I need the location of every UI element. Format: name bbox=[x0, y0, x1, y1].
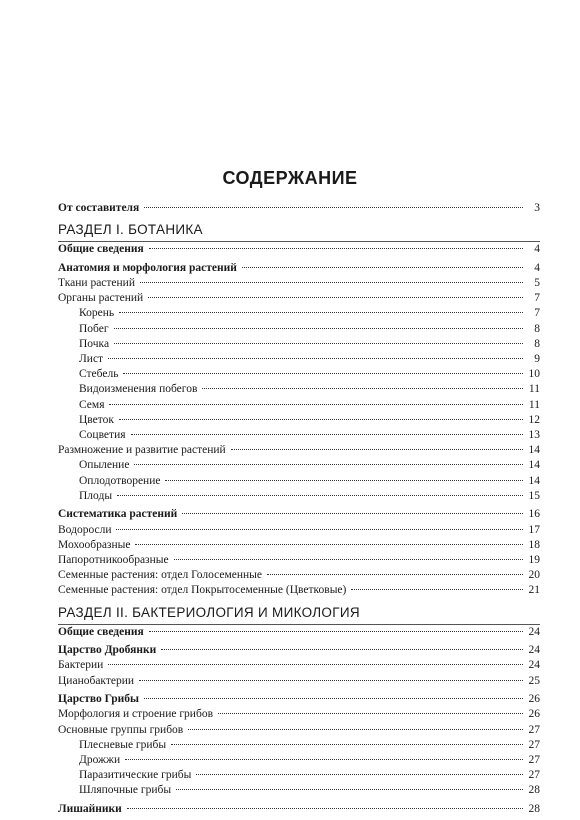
toc-entry-page-number: 14 bbox=[528, 444, 540, 457]
toc-entry[interactable] bbox=[58, 428, 540, 443]
toc-entry-page-number: 21 bbox=[528, 584, 540, 597]
toc-entry[interactable] bbox=[58, 382, 540, 397]
toc-entry-page-number: 15 bbox=[528, 489, 540, 502]
dot-leader bbox=[174, 558, 523, 560]
toc-entry-label: Мохообразные bbox=[58, 538, 131, 551]
toc-entry[interactable] bbox=[58, 367, 540, 382]
dot-leader bbox=[148, 296, 523, 298]
toc-entry-page-number: 28 bbox=[528, 803, 540, 816]
toc-entry[interactable] bbox=[58, 802, 540, 817]
toc-entry[interactable] bbox=[58, 242, 540, 257]
toc-entry[interactable] bbox=[58, 583, 540, 598]
dot-leader bbox=[119, 418, 523, 420]
toc-entry-page-number: 4 bbox=[534, 261, 540, 274]
dot-leader bbox=[144, 206, 523, 208]
dot-leader bbox=[149, 630, 523, 632]
toc-entry-label: Соцветия bbox=[79, 428, 126, 441]
toc-entry-page-number: 24 bbox=[528, 625, 540, 638]
toc-entry-label: Плоды bbox=[79, 489, 113, 502]
table-of-contents bbox=[58, 201, 540, 817]
toc-entry-label: Органы растений bbox=[58, 292, 144, 305]
toc-entry-page-number: 13 bbox=[528, 428, 540, 441]
toc-entry-page-number: 3 bbox=[534, 202, 540, 214]
toc-entry[interactable] bbox=[58, 738, 540, 753]
toc-entry[interactable] bbox=[58, 783, 540, 798]
toc-entry[interactable] bbox=[58, 337, 540, 352]
toc-entry[interactable] bbox=[58, 674, 540, 689]
toc-entry-label: Бактерии bbox=[58, 659, 104, 672]
toc-entry-label: От составителя bbox=[58, 202, 140, 214]
toc-entry-page-number: 24 bbox=[528, 644, 540, 657]
toc-entry-label: Почка bbox=[79, 337, 110, 350]
dot-leader bbox=[134, 463, 523, 465]
toc-entry[interactable] bbox=[58, 553, 540, 568]
toc-entry-label: Основные группы грибов bbox=[58, 723, 184, 736]
toc-entry-label: Цветок bbox=[79, 413, 114, 426]
toc-entry-page-number: 9 bbox=[534, 353, 540, 365]
toc-entry[interactable] bbox=[58, 261, 540, 276]
dot-leader bbox=[182, 512, 523, 514]
toc-entry-label: Лишайники bbox=[58, 803, 122, 816]
toc-entry-label: Дрожжи bbox=[79, 754, 121, 766]
toc-entry[interactable] bbox=[58, 507, 540, 522]
toc-entry-label: Оплодотворение bbox=[79, 474, 161, 487]
toc-entry[interactable] bbox=[58, 538, 540, 553]
toc-entry[interactable] bbox=[58, 523, 540, 538]
toc-entry-label: Лист bbox=[79, 353, 104, 365]
toc-entry-label: Паразитические грибы bbox=[79, 769, 192, 782]
toc-entry-page-number: 28 bbox=[528, 784, 540, 797]
toc-entry-page-number: 7 bbox=[534, 307, 540, 320]
toc-entry-label: Корень bbox=[79, 307, 115, 320]
toc-entry[interactable] bbox=[58, 291, 540, 306]
toc-entry[interactable] bbox=[58, 625, 540, 640]
dot-leader bbox=[123, 372, 523, 374]
toc-entry-page-number: 14 bbox=[528, 474, 540, 487]
dot-leader bbox=[108, 663, 523, 665]
toc-entry-label: Побег bbox=[79, 322, 109, 335]
dot-leader bbox=[131, 433, 523, 435]
toc-entry-label: Шляпочные грибы bbox=[79, 784, 172, 797]
dot-leader bbox=[218, 712, 523, 714]
toc-entry-label: Ткани растений bbox=[58, 277, 135, 290]
toc-entry-page-number: 4 bbox=[534, 243, 540, 256]
toc-entry-page-number: 25 bbox=[528, 674, 540, 687]
toc-entry-label: Царство Грибы bbox=[58, 693, 139, 706]
toc-entry[interactable] bbox=[58, 276, 540, 291]
toc-entry[interactable] bbox=[58, 692, 540, 707]
toc-entry[interactable] bbox=[58, 568, 540, 583]
toc-entry-page-number: 27 bbox=[528, 754, 540, 766]
dot-leader bbox=[114, 327, 523, 329]
dot-leader bbox=[161, 648, 523, 650]
toc-entry-page-number: 5 bbox=[534, 277, 540, 290]
toc-entry[interactable] bbox=[58, 723, 540, 738]
section-heading: РАЗДЕЛ II. БАКТЕРИОЛОГИЯ И МИКОЛОГИЯ bbox=[58, 604, 360, 620]
toc-entry-page-number: 10 bbox=[528, 368, 540, 381]
toc-entry-label: Общие сведения bbox=[58, 243, 144, 256]
toc-entry-page-number: 20 bbox=[528, 569, 540, 582]
dot-leader bbox=[108, 357, 523, 359]
toc-entry-page-number: 14 bbox=[528, 459, 540, 472]
dot-leader bbox=[119, 311, 523, 313]
toc-entry-label: Плесневые грибы bbox=[79, 738, 167, 751]
toc-entry[interactable] bbox=[58, 489, 540, 504]
toc-entry-label: Общие сведения bbox=[58, 625, 144, 638]
dot-leader bbox=[139, 679, 523, 681]
toc-entry-page-number: 27 bbox=[528, 723, 540, 736]
toc-entry-page-number: 8 bbox=[534, 337, 540, 350]
toc-entry-page-number: 17 bbox=[528, 523, 540, 536]
toc-entry-label: Анатомия и морфология растений bbox=[58, 261, 237, 274]
toc-entry[interactable] bbox=[58, 398, 540, 413]
toc-entry[interactable] bbox=[58, 352, 540, 367]
toc-entry[interactable] bbox=[58, 474, 540, 489]
toc-entry[interactable] bbox=[58, 443, 540, 458]
toc-entry-page-number: 11 bbox=[528, 398, 540, 411]
toc-entry[interactable] bbox=[58, 413, 540, 428]
dot-leader bbox=[125, 758, 523, 760]
toc-entry-label: Царство Дробянки bbox=[58, 644, 157, 657]
dot-leader bbox=[171, 743, 523, 745]
dot-leader bbox=[202, 387, 523, 389]
toc-entry-label: Размножение и развитие растений bbox=[58, 444, 226, 457]
toc-entry-page-number: 16 bbox=[528, 508, 540, 521]
dot-leader bbox=[144, 697, 523, 699]
dot-leader bbox=[116, 528, 523, 530]
toc-entry-label: Цианобактерии bbox=[58, 674, 135, 687]
toc-entry-page-number: 11 bbox=[528, 383, 540, 396]
toc-entry[interactable] bbox=[58, 768, 540, 783]
toc-entry[interactable] bbox=[58, 707, 540, 722]
toc-entry-page-number: 26 bbox=[528, 708, 540, 721]
dot-leader bbox=[127, 807, 523, 809]
dot-leader bbox=[109, 403, 523, 405]
dot-leader bbox=[242, 266, 523, 268]
toc-entry-label: Систематика растений bbox=[58, 508, 178, 521]
dot-leader bbox=[149, 247, 523, 249]
toc-entry-label: Водоросли bbox=[58, 523, 112, 536]
dot-leader bbox=[196, 773, 523, 775]
toc-entry-page-number: 18 bbox=[528, 538, 540, 551]
toc-entry-page-number: 27 bbox=[528, 769, 540, 782]
toc-entry-label: Семенные растения: отдел Голосеменные bbox=[58, 569, 262, 582]
page-title: СОДЕРЖАНИЕ bbox=[222, 168, 358, 188]
toc-entry-page-number: 27 bbox=[528, 738, 540, 751]
toc-entry[interactable] bbox=[58, 643, 540, 658]
toc-entry-page-number: 24 bbox=[528, 659, 540, 672]
toc-entry[interactable] bbox=[58, 322, 540, 337]
toc-entry-page-number: 8 bbox=[534, 322, 540, 335]
toc-entry-label: Стебель bbox=[79, 368, 119, 381]
toc-entry[interactable] bbox=[58, 658, 540, 673]
dot-leader bbox=[140, 281, 523, 283]
toc-entry[interactable] bbox=[58, 753, 540, 768]
toc-entry[interactable] bbox=[58, 458, 540, 473]
toc-entry-label: Опыление bbox=[79, 459, 130, 472]
dot-leader bbox=[351, 588, 523, 590]
dot-leader bbox=[188, 728, 523, 730]
toc-entry-page-number: 12 bbox=[528, 413, 540, 426]
toc-entry[interactable] bbox=[58, 201, 540, 216]
dot-leader bbox=[165, 479, 523, 481]
toc-entry-label: Морфология и строение грибов bbox=[58, 708, 213, 721]
toc-entry-page-number: 19 bbox=[528, 553, 540, 566]
dot-leader bbox=[267, 573, 523, 575]
toc-entry-page-number: 7 bbox=[534, 292, 540, 305]
section-heading: РАЗДЕЛ I. БОТАНИКА bbox=[58, 222, 203, 238]
dot-leader bbox=[176, 788, 523, 790]
dot-leader bbox=[231, 448, 523, 450]
dot-leader bbox=[114, 342, 523, 344]
toc-entry-label: Семенные растения: отдел Покрытосеменные (Цветковые) bbox=[58, 584, 347, 597]
toc-entry-label: Папоротникообразные bbox=[58, 553, 169, 566]
dot-leader bbox=[117, 494, 523, 496]
toc-entry[interactable] bbox=[58, 306, 540, 321]
toc-entry-label: Семя bbox=[79, 398, 105, 411]
toc-entry-page-number: 26 bbox=[528, 693, 540, 706]
toc-entry-label: Видоизменения побегов bbox=[79, 383, 198, 396]
dot-leader bbox=[135, 543, 523, 545]
